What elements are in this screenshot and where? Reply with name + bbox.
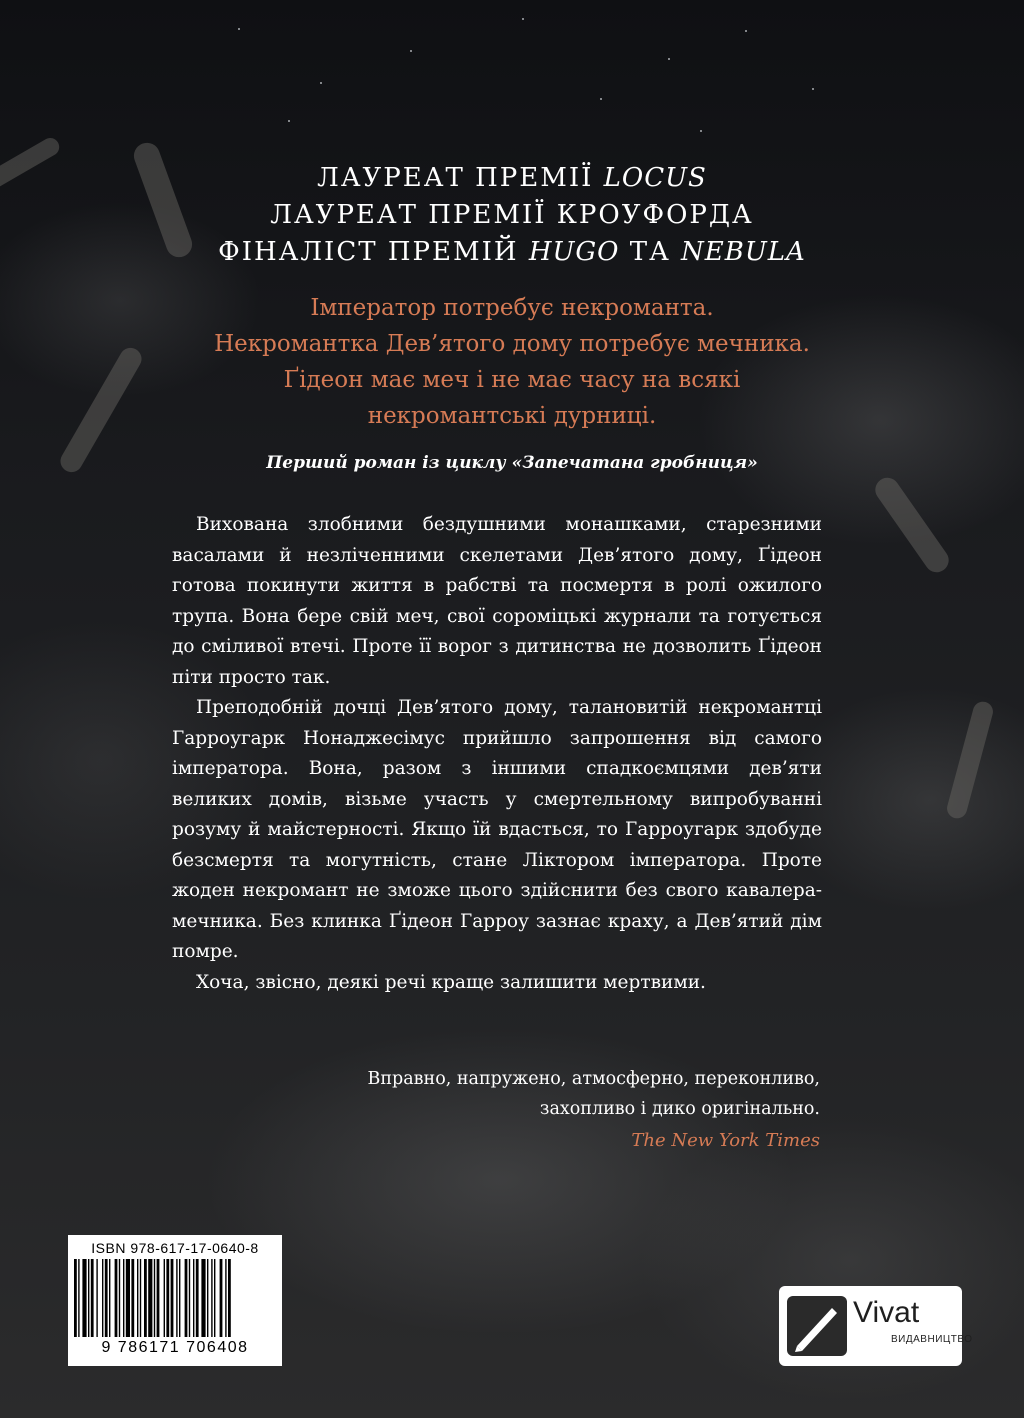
award-text: ТА: [619, 237, 682, 267]
barcode-bar: [109, 1259, 110, 1337]
barcode-bar: [102, 1259, 103, 1337]
barcode-bar: [88, 1259, 89, 1337]
pen-icon: [787, 1296, 847, 1356]
star: [812, 88, 814, 90]
barcode-bar: [140, 1259, 141, 1337]
quote-line: Вправно, напружено, атмосферно, переконливо,: [367, 1069, 820, 1089]
barcode-bar: [105, 1259, 108, 1337]
tagline-line: некромантські дурниці.: [367, 403, 657, 429]
tagline-line: Імператор потребує некроманта.: [310, 295, 714, 321]
barcode-bar: [148, 1259, 152, 1337]
award-hugo-nebula: [0, 234, 1024, 271]
barcode-bar: [220, 1259, 223, 1337]
barcode-bar: [196, 1259, 199, 1337]
award-text: ФІНАЛІСТ ПРЕМІЙ: [218, 237, 529, 267]
barcode-bar: [225, 1259, 226, 1337]
barcode-bar: [78, 1259, 79, 1337]
star: [700, 130, 702, 132]
barcode-bar: [207, 1259, 208, 1337]
barcode-bar: [126, 1259, 130, 1337]
barcode-digits: 9 786171 706408: [101, 1339, 249, 1356]
barcode-bar: [176, 1259, 177, 1337]
star: [745, 30, 747, 32]
bone-decoration: [871, 473, 954, 577]
barcode-bar: [123, 1259, 124, 1337]
isbn-barcode: [68, 1235, 282, 1366]
barcode-bar: [154, 1259, 155, 1337]
barcode-bar: [189, 1259, 190, 1337]
barcode-bar: [166, 1259, 169, 1337]
isbn-label: ISBN 978-617-17-0640-8: [91, 1240, 259, 1256]
award-name: NEBULA: [681, 237, 806, 267]
barcode-bar: [164, 1259, 165, 1337]
award-text: ЛАУРЕАТ ПРЕМІЇ: [317, 163, 604, 193]
publisher-subtitle: ВИДАВНИЦТВО: [891, 1334, 973, 1345]
star: [320, 82, 322, 84]
blurb-paragraph: Преподобній дочці Дев’ятого дому, талановитій некромантці Гарроугарк Нонаджесімус прийшло запрошення від самого імператора. Вона, разом з іншими спадкоємцями дев’яти великих домів, візьме участь у смертельному випробуванні розуму й майстерності. Якщо їй вдасться, то Гарроугарк здобуде безсмертя та могутність, стане Ліктором імператора. Проте жоден некромант не зможе цього здійснити без свого кавалера-мечника. Без клинка Ґідеон Гарроу зазнає краху, а Дев’ятий дім помре.: [172, 697, 822, 962]
barcode-bar: [157, 1259, 160, 1337]
awards-block: [0, 160, 1024, 271]
star: [668, 58, 670, 60]
barcode-bar: [82, 1259, 86, 1337]
award-crawford: ЛАУРЕАТ ПРЕМІЇ КРОУФОРДА: [270, 200, 754, 230]
quote-line: захопливо і дико оригінально.: [539, 1099, 820, 1119]
quote-source: The New York Times: [631, 1130, 820, 1151]
blurb-paragraph: Вихована злобними бездушними монашками, старезними васалами й незліченними скелетами Дев’ятого дому, Ґідеон готова покинути життя в рабстві та посмертя в ролі ожилого трупа. Вона бере свій меч, свої сороміцькі журнали та готується до сміливої втечі. Проте її ворог з дитинства не дозволить Ґідеон піти просто так.: [172, 514, 822, 688]
barcode-bar: [96, 1259, 97, 1337]
publisher-logo: [779, 1286, 973, 1366]
tagline-line: Ґідеон має меч і не має часу на всякі: [283, 367, 741, 393]
award-locus: [0, 160, 1024, 197]
barcode-bar: [179, 1259, 180, 1337]
barcode-bar: [144, 1259, 147, 1337]
barcode-bar: [115, 1259, 118, 1337]
review-quote: [240, 1064, 820, 1158]
barcode-bar: [228, 1259, 231, 1337]
barcode-bar: [74, 1259, 77, 1337]
barcode-bar: [91, 1259, 94, 1337]
award-name: LOCUS: [603, 163, 707, 193]
star: [410, 50, 412, 52]
barcode-bar: [211, 1259, 212, 1337]
barcode-bar: [193, 1259, 194, 1337]
barcode-bar: [171, 1259, 174, 1337]
series-note: Перший роман із циклу «Запечатана гробниця»: [266, 453, 758, 473]
blurb: [172, 510, 822, 998]
star: [600, 98, 602, 100]
star: [288, 120, 290, 122]
tagline: [0, 290, 1024, 434]
barcode-bar: [214, 1259, 215, 1337]
award-name: HUGO: [528, 237, 620, 267]
barcode-bars: [74, 1259, 276, 1337]
barcode-bar: [185, 1259, 188, 1337]
barcode-bar: [131, 1259, 134, 1337]
star: [238, 28, 240, 30]
tagline-line: Некромантка Дев’ятого дому потребує мечника.: [214, 331, 810, 357]
bone-decoration: [945, 699, 995, 820]
barcode-bar: [137, 1259, 138, 1337]
barcode-bar: [119, 1259, 120, 1337]
star: [522, 18, 524, 20]
blurb-paragraph: Хоча, звісно, деякі речі краще залишити мертвими.: [196, 971, 706, 993]
barcode-bar: [201, 1259, 205, 1337]
publisher-name: Vivat: [853, 1296, 920, 1329]
